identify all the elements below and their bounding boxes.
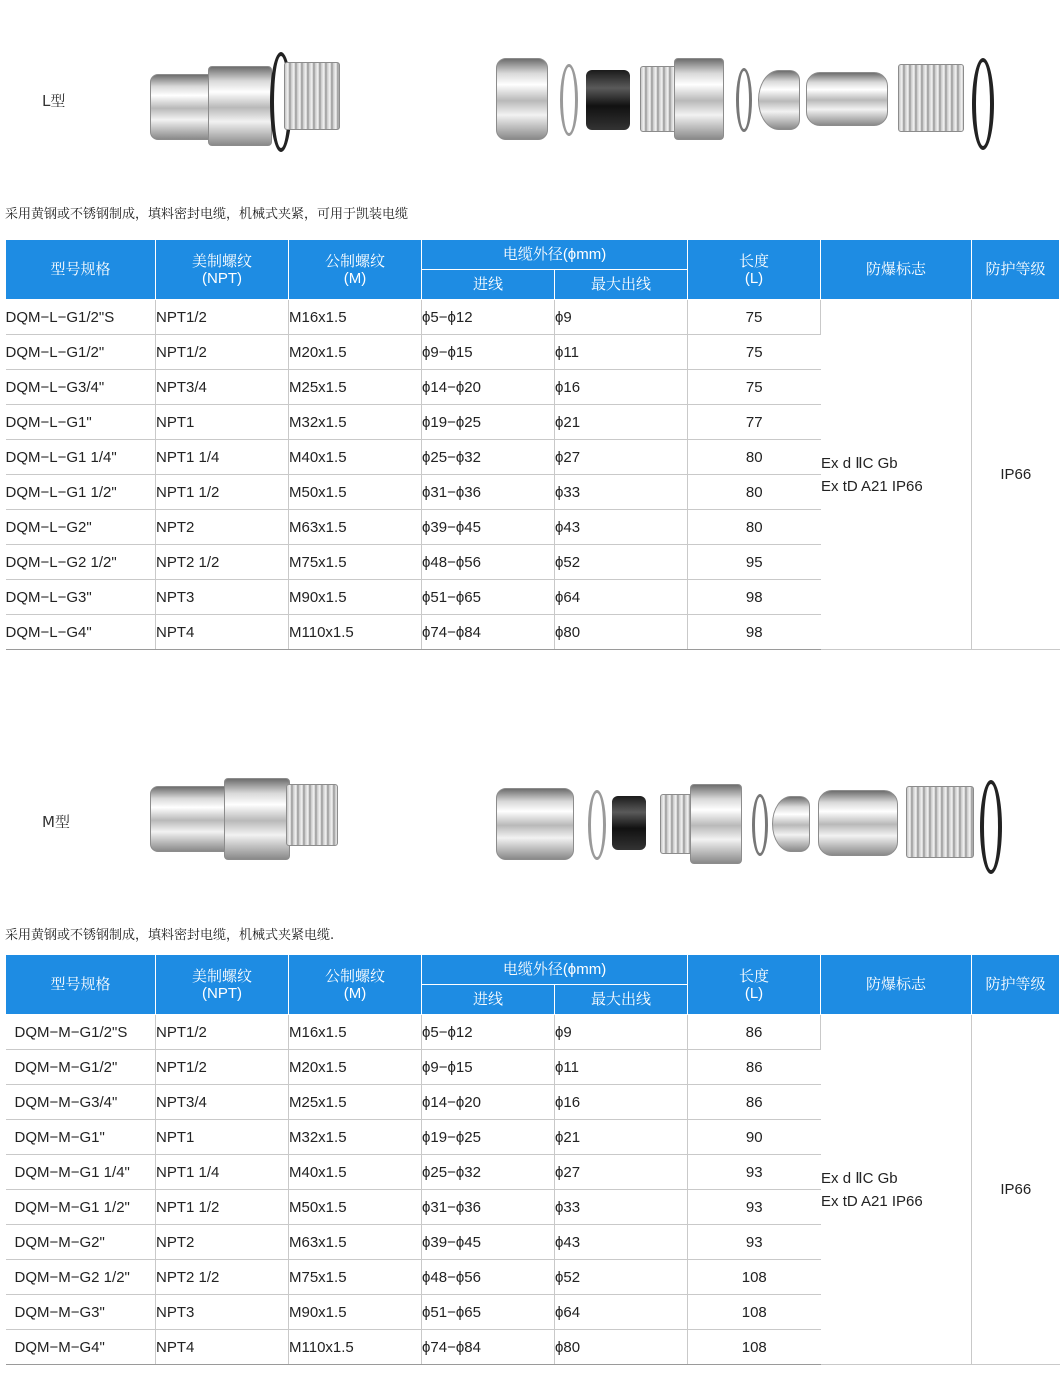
cell-inlet-range: ϕ5−ϕ12 [422,300,555,335]
header-length [688,955,821,1015]
header-length-title: 长度 [739,967,770,985]
type-label: L型 [42,92,66,110]
cell-inlet-range: ϕ51−ϕ65 [422,1295,555,1330]
cell-ex-mark [821,1015,972,1365]
cell-model: DQM−L−G3" [6,580,156,615]
cell-length: 93 [688,1225,821,1260]
cell-npt-thread: NPT1/2 [156,1050,289,1085]
header-model: 型号规格 [6,240,156,300]
cell-length: 75 [688,300,821,335]
cell-max-outlet: ϕ80 [555,1330,688,1365]
header-length-sub: (L) [744,984,764,1002]
cell-metric-thread: M90x1.5 [289,580,422,615]
header-inlet: 进线 [422,985,555,1015]
header-ip-grade: 防护等级 [972,955,1060,1015]
cell-metric-thread: M25x1.5 [289,1085,422,1120]
cell-length: 80 [688,475,821,510]
cell-model: DQM−M−G3/4" [6,1085,156,1120]
cell-model: DQM−L−G2 1/2" [6,545,156,580]
cell-npt-thread: NPT1 1/4 [156,1155,289,1190]
header-npt-title: 美制螺纹 [191,252,252,270]
cell-max-outlet: ϕ11 [555,335,688,370]
cell-metric-thread: M75x1.5 [289,1260,422,1295]
cell-metric-thread: M110x1.5 [289,615,422,650]
cell-max-outlet: ϕ21 [555,1120,688,1155]
header-metric [289,240,422,300]
cell-npt-thread: NPT2 [156,1225,289,1260]
exploded-gland-image [494,52,1004,148]
cell-model: DQM−M−G2 1/2" [6,1260,156,1295]
cell-max-outlet: ϕ16 [555,1085,688,1120]
cell-length: 93 [688,1190,821,1225]
cell-max-outlet: ϕ27 [555,440,688,475]
cell-model: DQM−M−G3" [6,1295,156,1330]
cell-inlet-range: ϕ31−ϕ36 [422,475,555,510]
spec-table [5,239,1060,650]
cell-npt-thread: NPT1/2 [156,300,289,335]
cell-inlet-range: ϕ39−ϕ45 [422,510,555,545]
cell-metric-thread: M63x1.5 [289,510,422,545]
cell-length: 98 [688,615,821,650]
cell-inlet-range: ϕ19−ϕ25 [422,405,555,440]
cell-metric-thread: M25x1.5 [289,370,422,405]
cell-max-outlet: ϕ33 [555,1190,688,1225]
cell-metric-thread: M32x1.5 [289,405,422,440]
cell-max-outlet: ϕ11 [555,1050,688,1085]
cell-max-outlet: ϕ64 [555,1295,688,1330]
cell-inlet-range: ϕ9−ϕ15 [422,1050,555,1085]
cell-inlet-range: ϕ5−ϕ12 [422,1015,555,1050]
section-l-type [0,0,1064,660]
spec-table-body [6,300,1060,650]
cell-metric-thread: M16x1.5 [289,1015,422,1050]
cell-model: DQM−M−G1/2" [6,1050,156,1085]
cell-npt-thread: NPT2 [156,510,289,545]
cell-metric-thread: M40x1.5 [289,440,422,475]
table-row [6,300,1060,335]
cell-inlet-range: ϕ74−ϕ84 [422,615,555,650]
ex-mark-line1: Ex d ⅡC Gb [821,454,898,472]
cell-npt-thread: NPT1 1/4 [156,440,289,475]
cell-inlet-range: ϕ14−ϕ20 [422,1085,555,1120]
cell-npt-thread: NPT1 [156,405,289,440]
header-length-sub: (L) [744,269,764,287]
header-metric-sub: (M) [343,269,367,287]
cell-metric-thread: M40x1.5 [289,1155,422,1190]
cell-model: DQM−L−G4" [6,615,156,650]
cell-metric-thread: M20x1.5 [289,335,422,370]
cell-model: DQM−L−G2" [6,510,156,545]
cell-npt-thread: NPT3/4 [156,1085,289,1120]
cell-length: 86 [688,1085,821,1120]
cell-metric-thread: M20x1.5 [289,1050,422,1085]
header-npt-sub: (NPT) [202,984,242,1002]
cell-metric-thread: M75x1.5 [289,545,422,580]
cell-ip-grade: IP66 [972,1015,1060,1365]
ex-mark-line1: Ex d ⅡC Gb [821,1169,898,1187]
cell-max-outlet: ϕ16 [555,370,688,405]
cell-metric-thread: M110x1.5 [289,1330,422,1365]
cell-npt-thread: NPT1/2 [156,335,289,370]
cell-model: DQM−M−G2" [6,1225,156,1260]
header-ex-mark: 防爆标志 [821,240,972,300]
header-npt-title: 美制螺纹 [191,967,252,985]
table-row [6,1015,1060,1050]
cell-metric-thread: M50x1.5 [289,475,422,510]
cell-model: DQM−L−G1 1/2" [6,475,156,510]
cell-length: 77 [688,405,821,440]
header-npt [156,240,289,300]
cell-inlet-range: ϕ48−ϕ56 [422,545,555,580]
cell-npt-thread: NPT1 1/2 [156,475,289,510]
cell-length: 86 [688,1015,821,1050]
cell-max-outlet: ϕ33 [555,475,688,510]
cell-max-outlet: ϕ52 [555,545,688,580]
cell-inlet-range: ϕ14−ϕ20 [422,370,555,405]
cell-inlet-range: ϕ31−ϕ36 [422,1190,555,1225]
exploded-gland-image [494,776,1004,872]
header-metric [289,955,422,1015]
cell-inlet-range: ϕ19−ϕ25 [422,1120,555,1155]
cell-metric-thread: M50x1.5 [289,1190,422,1225]
cell-length: 90 [688,1120,821,1155]
spec-table-body [6,1015,1060,1365]
header-npt-sub: (NPT) [202,269,242,287]
header-npt [156,955,289,1015]
assembled-gland-image [148,768,348,868]
cell-length: 86 [688,1050,821,1085]
header-cable-od: 电缆外径(ϕmm) [422,240,688,270]
cell-max-outlet: ϕ9 [555,1015,688,1050]
cell-inlet-range: ϕ51−ϕ65 [422,580,555,615]
cell-npt-thread: NPT3 [156,580,289,615]
cell-npt-thread: NPT4 [156,615,289,650]
cell-model: DQM−L−G3/4" [6,370,156,405]
ex-mark-line2: Ex tD A21 IP66 [821,477,923,495]
cell-max-outlet: ϕ80 [555,615,688,650]
cell-model: DQM−L−G1/2" [6,335,156,370]
cell-metric-thread: M90x1.5 [289,1295,422,1330]
ex-mark-line2: Ex tD A21 IP66 [821,1192,923,1210]
cell-length: 108 [688,1295,821,1330]
cell-npt-thread: NPT3 [156,1295,289,1330]
cell-length: 75 [688,370,821,405]
cell-npt-thread: NPT1/2 [156,1015,289,1050]
cell-metric-thread: M32x1.5 [289,1120,422,1155]
cell-length: 93 [688,1155,821,1190]
cell-length: 95 [688,545,821,580]
cell-length: 80 [688,440,821,475]
cell-model: DQM−L−G1" [6,405,156,440]
cell-ip-grade: IP66 [972,300,1060,650]
cell-length: 98 [688,580,821,615]
cell-max-outlet: ϕ21 [555,405,688,440]
cell-npt-thread: NPT1 [156,1120,289,1155]
cell-npt-thread: NPT4 [156,1330,289,1365]
product-description: 采用黄钢或不锈钢制成，填料密封电缆，机械式夹紧电缆. [5,928,335,943]
cell-metric-thread: M63x1.5 [289,1225,422,1260]
header-inlet: 进线 [422,270,555,300]
cell-model: DQM−M−G1 1/4" [6,1155,156,1190]
product-description: 采用黄钢或不锈钢制成，填料密封电缆，机械式夹紧，可用于凯装电缆 [5,207,409,222]
header-metric-title: 公制螺纹 [324,252,385,270]
cell-max-outlet: ϕ43 [555,510,688,545]
cell-max-outlet: ϕ27 [555,1155,688,1190]
cell-model: DQM−M−G1/2"S [6,1015,156,1050]
cell-length: 80 [688,510,821,545]
header-max-outlet: 最大出线 [555,985,688,1015]
cell-model: DQM−M−G1 1/2" [6,1190,156,1225]
cell-max-outlet: ϕ43 [555,1225,688,1260]
cell-model: DQM−L−G1/2"S [6,300,156,335]
header-length [688,240,821,300]
assembled-gland-image [148,44,348,156]
header-length-title: 长度 [739,252,770,270]
header-metric-title: 公制螺纹 [324,967,385,985]
header-model: 型号规格 [6,955,156,1015]
cell-length: 108 [688,1330,821,1365]
header-cable-od: 电缆外径(ϕmm) [422,955,688,985]
cell-inlet-range: ϕ9−ϕ15 [422,335,555,370]
type-label: M型 [42,813,70,831]
cell-length: 108 [688,1260,821,1295]
cell-inlet-range: ϕ74−ϕ84 [422,1330,555,1365]
cell-npt-thread: NPT2 1/2 [156,1260,289,1295]
cell-npt-thread: NPT1 1/2 [156,1190,289,1225]
header-ex-mark: 防爆标志 [821,955,972,1015]
section-m-type [0,716,1064,1376]
header-metric-sub: (M) [343,984,367,1002]
cell-npt-thread: NPT3/4 [156,370,289,405]
cell-model: DQM−M−G1" [6,1120,156,1155]
cell-metric-thread: M16x1.5 [289,300,422,335]
cell-model: DQM−L−G1 1/4" [6,440,156,475]
cell-inlet-range: ϕ25−ϕ32 [422,440,555,475]
cell-max-outlet: ϕ52 [555,1260,688,1295]
cell-model: DQM−M−G4" [6,1330,156,1365]
header-ip-grade: 防护等级 [972,240,1060,300]
cell-length: 75 [688,335,821,370]
cell-max-outlet: ϕ64 [555,580,688,615]
cell-inlet-range: ϕ48−ϕ56 [422,1260,555,1295]
cell-inlet-range: ϕ39−ϕ45 [422,1225,555,1260]
cell-npt-thread: NPT2 1/2 [156,545,289,580]
spec-table [5,954,1060,1365]
header-max-outlet: 最大出线 [555,270,688,300]
cell-ex-mark [821,300,972,650]
cell-inlet-range: ϕ25−ϕ32 [422,1155,555,1190]
cell-max-outlet: ϕ9 [555,300,688,335]
